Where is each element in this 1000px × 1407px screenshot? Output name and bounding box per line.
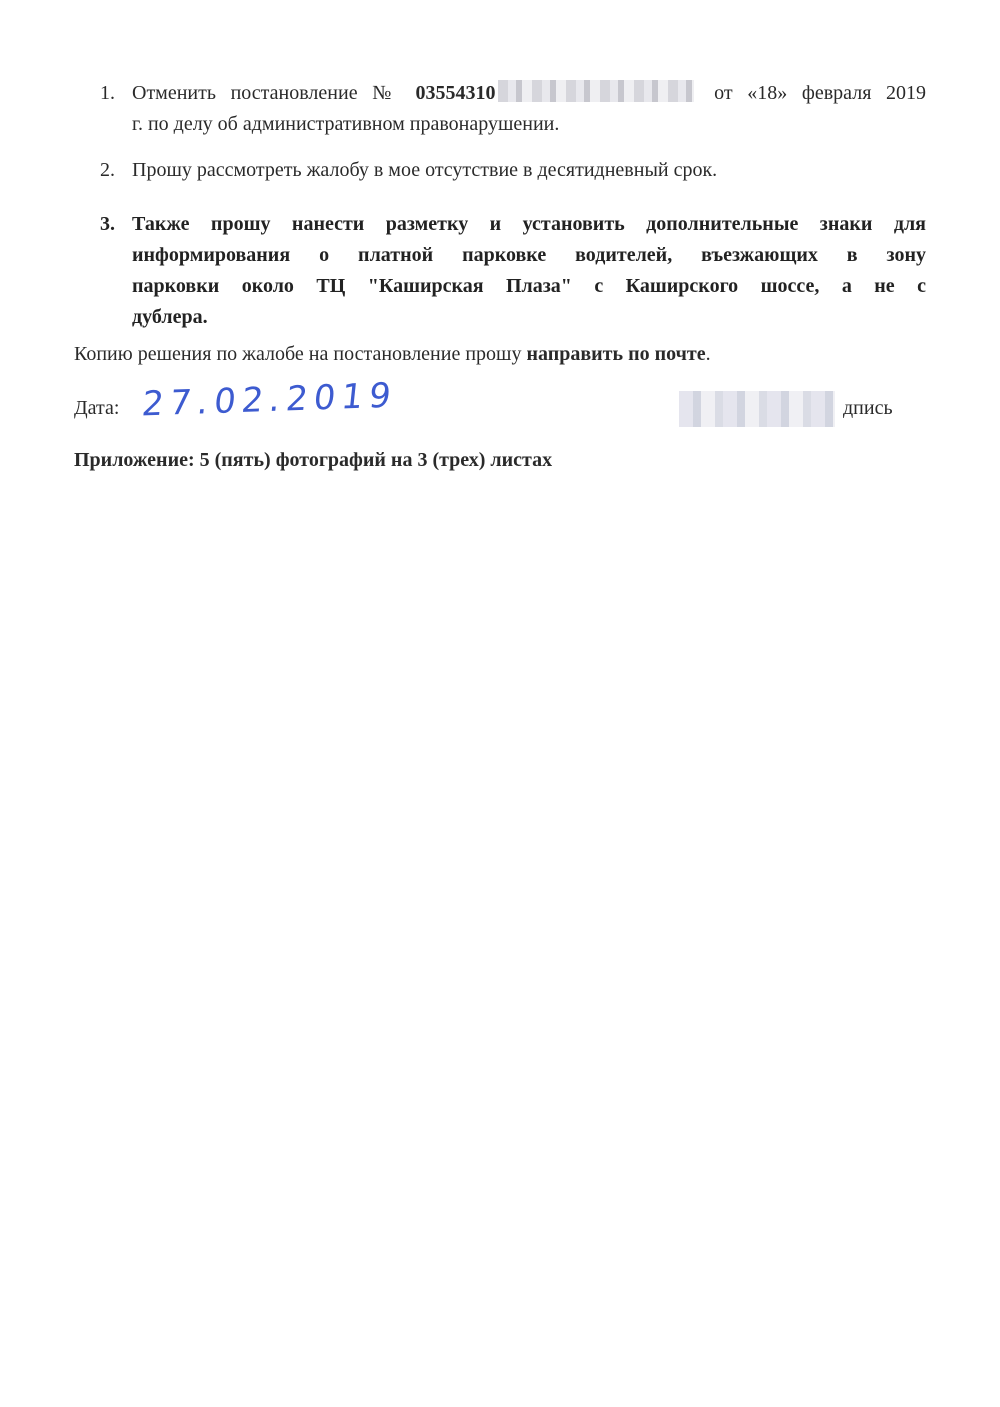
list-item-line <box>132 78 926 109</box>
list-item-1 <box>100 78 926 140</box>
redacted-block <box>498 80 694 102</box>
list-item-text <box>132 209 926 333</box>
list-item-text <box>132 78 926 140</box>
copy-request-end: . <box>705 343 711 365</box>
list-item-3 <box>100 209 926 333</box>
list-item-number: 3. <box>100 213 115 235</box>
list-item-number: 1. <box>100 82 115 104</box>
signature-label: дпись <box>843 397 893 419</box>
redacted-signature <box>679 391 835 427</box>
list-item-number: 2. <box>100 159 115 181</box>
list-item-line: информирования о платной парковке водителей, въезжающих в зону <box>132 244 926 266</box>
decree-date: от «18» февраля 2019 <box>714 82 927 104</box>
copy-request-emphasis: направить по почте <box>526 343 706 365</box>
decree-number: 03554310 <box>415 82 496 104</box>
list-item-text <box>132 155 926 186</box>
list-item-2 <box>100 155 926 186</box>
list-item-line: г. по делу об административном правонарушении. <box>132 113 560 135</box>
list-item-line: Прошу рассмотреть жалобу в мое отсутствие в десятидневный срок. <box>132 159 718 181</box>
attachment-note: Приложение: 5 (пять) фотографий на 3 (трех) листах <box>74 449 553 471</box>
date-label: Дата: <box>74 397 120 419</box>
list-item-line: парковки около ТЦ "Каширская Плаза" с Каширского шоссе, а не с <box>132 275 926 297</box>
copy-request <box>74 339 711 370</box>
list-item-line: дублера. <box>132 306 208 328</box>
handwritten-date: 27.02.2019 <box>139 375 399 425</box>
copy-request-text: Копию решения по жалобе на постановление прошу <box>74 343 527 365</box>
decree-prefix: Отменить постановление № <box>132 82 401 104</box>
list-item-line: Также прошу нанести разметку и установить дополнительные знаки для <box>132 213 926 235</box>
